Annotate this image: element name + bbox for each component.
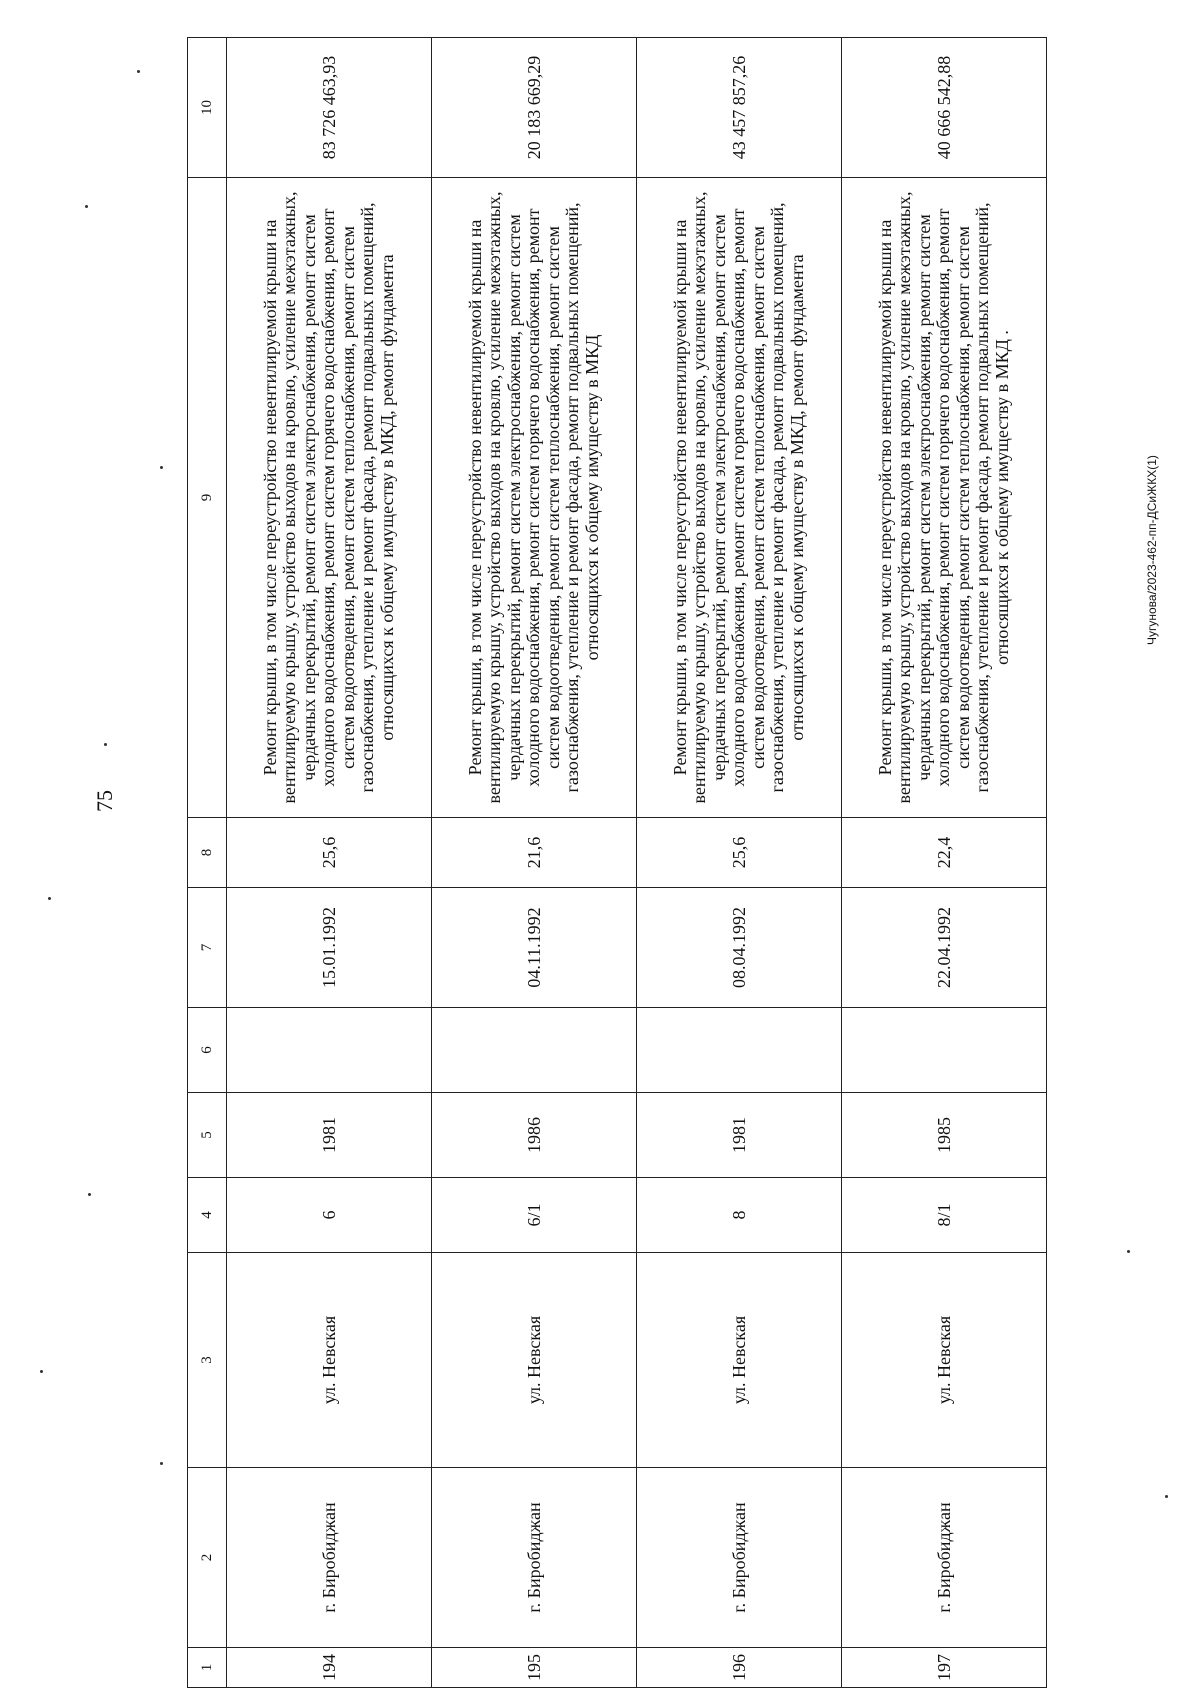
- works-text: Ремонт крыши, в том числе переустройство невентилируемой крыши на вентилируемую крышу, устройство выходов на кровлю, усиление межэтажных, чердачных перекрытий, ремонт систем электроснабжения, ремонт систем холодного водоснабжения, ремонт систем горячего водоснабжения, ремонт систем водоотведения, ремонт систем теплоснабжения, ремонт систем газоснабжения, утепление и ремонт фасада, ремонт подвальных помещений, относящихся к общему имуществу в МКД, ремонт фундамента: [259, 191, 397, 804]
- row-number: 195: [432, 1648, 637, 1688]
- header-cell: 6: [188, 1008, 227, 1093]
- scan-speck: [160, 1462, 163, 1465]
- empty-cell: [227, 1008, 432, 1093]
- city-cell: г. Биробиджан: [432, 1468, 637, 1648]
- scan-speck: [160, 466, 163, 469]
- city-cell: г. Биробиджан: [842, 1468, 1047, 1648]
- page-number: 75: [92, 790, 117, 812]
- col8-cell: 25,6: [227, 818, 432, 888]
- year-cell: 1981: [637, 1093, 842, 1178]
- street-cell: ул. Невская: [432, 1253, 637, 1468]
- table-row: [637, 38, 842, 1688]
- scan-speck: [1127, 1250, 1130, 1253]
- works-cell: [432, 178, 637, 818]
- house-cell: 6: [227, 1178, 432, 1253]
- house-cell: 6/1: [432, 1178, 637, 1253]
- header-cell: 5: [188, 1093, 227, 1178]
- col8-cell: 21,6: [432, 818, 637, 888]
- table-row: [227, 38, 432, 1688]
- date-cell: 08.04.1992: [637, 888, 842, 1008]
- street-cell: ул. Невская: [637, 1253, 842, 1468]
- year-cell: 1986: [432, 1093, 637, 1178]
- header-cell: 10: [188, 38, 227, 178]
- document-code: Чугунова/2023-462-пп-ДСиЖКХ(1): [1145, 455, 1159, 645]
- city-cell: г. Биробиджан: [227, 1468, 432, 1648]
- header-row: [188, 38, 227, 1688]
- empty-cell: [842, 1008, 1047, 1093]
- year-cell: 1981: [227, 1093, 432, 1178]
- scan-speck: [48, 897, 51, 900]
- city-cell: г. Биробиджан: [637, 1468, 842, 1648]
- row-number: 194: [227, 1648, 432, 1688]
- street-cell: ул. Невская: [227, 1253, 432, 1468]
- works-cell: [227, 178, 432, 818]
- year-cell: 1985: [842, 1093, 1047, 1178]
- header-cell: 9: [188, 178, 227, 818]
- scan-speck: [104, 743, 107, 746]
- registry-table-container: [187, 38, 1027, 1688]
- header-cell: 4: [188, 1178, 227, 1253]
- date-cell: 04.11.1992: [432, 888, 637, 1008]
- scan-speck: [137, 70, 140, 73]
- scan-speck: [85, 205, 88, 208]
- cost-cell: 40 666 542,88: [842, 38, 1047, 178]
- empty-cell: [637, 1008, 842, 1093]
- cost-cell: 20 183 669,29: [432, 38, 637, 178]
- scan-speck: [40, 1370, 43, 1373]
- header-cell: 8: [188, 818, 227, 888]
- scan-speck: [88, 1193, 91, 1196]
- header-cell: 7: [188, 888, 227, 1008]
- table-row: [842, 38, 1047, 1688]
- header-cell: 3: [188, 1253, 227, 1468]
- scan-speck: [1165, 1495, 1168, 1498]
- house-cell: 8: [637, 1178, 842, 1253]
- date-cell: 22.04.1992: [842, 888, 1047, 1008]
- works-cell: [842, 178, 1047, 818]
- header-cell: 2: [188, 1468, 227, 1648]
- cost-cell: 83 726 463,93: [227, 38, 432, 178]
- works-text: Ремонт крыши, в том числе переустройство невентилируемой крыши на вентилируемую крышу, устройство выходов на кровлю, усиление межэтажных, чердачных перекрытий, ремонт систем электроснабжения, ремонт систем холодного водоснабжения, ремонт систем горячего водоснабжения, ремонт систем водоотведения, ремонт систем теплоснабжения, ремонт систем газоснабжения, утепление и ремонт фасада, ремонт подвальных помещений, относящихся к общему имуществу в МКД: [464, 191, 602, 804]
- col8-cell: 22,4: [842, 818, 1047, 888]
- street-cell: ул. Невская: [842, 1253, 1047, 1468]
- works-text: Ремонт крыши, в том числе переустройство невентилируемой крыши на вентилируемую крышу, устройство выходов на кровлю, усиление межэтажных, чердачных перекрытий, ремонт систем электроснабжения, ремонт систем холодного водоснабжения, ремонт систем горячего водоснабжения, ремонт систем водоотведения, ремонт систем теплоснабжения, ремонт систем газоснабжения, утепление и ремонт фасада, ремонт подвальных помещений, относящихся к общему имуществу в МКД .: [874, 191, 1012, 804]
- works-text: Ремонт крыши, в том числе переустройство невентилируемой крыши на вентилируемую крышу, устройство выходов на кровлю, усиление межэтажных, чердачных перекрытий, ремонт систем электроснабжения, ремонт систем холодного водоснабжения, ремонт систем горячего водоснабжения, ремонт систем водоотведения, ремонт систем теплоснабжения, ремонт систем газоснабжения, утепление и ремонт фасада, ремонт подвальных помещений, относящихся к общему имуществу в МКД, ремонт фундамента: [669, 191, 807, 804]
- empty-cell: [432, 1008, 637, 1093]
- works-cell: [637, 178, 842, 818]
- registry-table: [187, 37, 1047, 1688]
- row-number: 196: [637, 1648, 842, 1688]
- house-cell: 8/1: [842, 1178, 1047, 1253]
- row-number: 197: [842, 1648, 1047, 1688]
- header-cell: 1: [188, 1648, 227, 1688]
- col8-cell: 25,6: [637, 818, 842, 888]
- table-row: [432, 38, 637, 1688]
- cost-cell: 43 457 857,26: [637, 38, 842, 178]
- date-cell: 15.01.1992: [227, 888, 432, 1008]
